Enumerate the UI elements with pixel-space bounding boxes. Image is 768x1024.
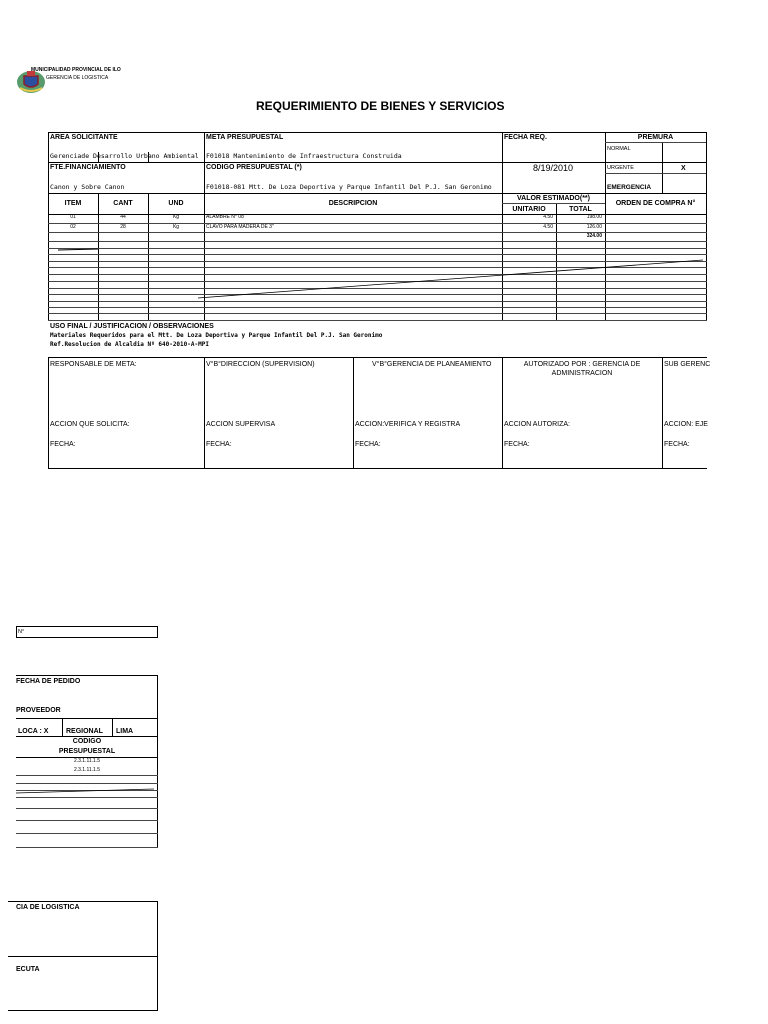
accion-supervisa: ACCION SUPERVISA: [206, 421, 276, 428]
lima: LIMA: [116, 728, 134, 735]
col-unitario: UNITARIO: [512, 206, 546, 213]
accion-solicita: ACCION QUE SOLICITA:: [50, 421, 130, 428]
codigo-value: F01018-081 Mtt. De Loza Deportiva y Parque Infantil Del P.J. San Geronimo: [206, 183, 492, 191]
table-row-rule: [48, 320, 707, 321]
uso-label: USO FINAL / JUSTIFICACION / OBSERVACIONES: [50, 323, 214, 330]
row-item: 01: [70, 214, 76, 220]
row-total: 126.00: [586, 224, 602, 230]
row-unit: 4.50: [543, 214, 553, 220]
numero-label: N°: [18, 629, 25, 635]
fecha-req-label: FECHA REQ.: [504, 134, 547, 141]
lower-row-rule: [16, 783, 158, 784]
logistica-label: CIA DE LOGISTICA: [16, 904, 80, 911]
table-row-rule: [48, 232, 707, 233]
table-row-rule: [48, 307, 707, 308]
sum-total: 324.00: [586, 233, 602, 239]
fecha-solicita: FECHA:: [50, 441, 76, 448]
emergencia-label: EMERGENCIA: [607, 184, 652, 191]
org-subtitle: GERENCIA DE LOGISTICA: [46, 75, 109, 81]
col-cant: CANT: [113, 200, 133, 207]
normal-label: NORMAL: [607, 146, 631, 152]
fecha-req-value: 8/19/2010: [533, 163, 574, 173]
premura-label: PREMURA: [637, 134, 674, 141]
col-total: TOTAL: [569, 206, 592, 213]
table-row-rule: [48, 313, 707, 314]
col-valor: VALOR ESTIMADO(**): [517, 195, 590, 202]
col-item: ITEM: [64, 200, 82, 207]
proveedor: PROVEEDOR: [16, 707, 61, 714]
diagonal-cancel-lines: [48, 240, 708, 300]
row-total: 198.00: [586, 214, 602, 220]
lower-row-rule: [16, 820, 158, 821]
fecha-eje: FECHA:: [664, 441, 690, 448]
fecha-autoriza: FECHA:: [504, 441, 530, 448]
uso-line2: Ref.Resolucion de Alcaldia Nº 640-2010-A-MPI: [50, 341, 209, 348]
row-unit: 4.50: [543, 224, 553, 230]
regional: REGIONAL: [66, 728, 103, 735]
area-value: Gerenciade Desarrollo Urbano Ambiental: [50, 152, 199, 160]
presupuestal-label-lower: PRESUPUESTAL: [58, 748, 116, 755]
codigo-label-lower: CODIGO: [72, 738, 102, 745]
row-cant: 44: [120, 214, 126, 220]
row-und: Kg: [172, 214, 180, 220]
fecha-supervisa: FECHA:: [206, 441, 232, 448]
table-row-rule: [48, 301, 707, 302]
sig-responsable: RESPONSABLE DE META:: [50, 361, 137, 368]
lower-row-rule: [16, 797, 158, 798]
row-cant: 28: [120, 224, 126, 230]
sig-vb-gerencia: V°B°GERENCIA DE PLANEAMIENTO: [372, 361, 492, 368]
row-und: Kg: [172, 224, 180, 230]
uso-line1: Materiales Requeridos para el Mtt. De Loza Deportiva y Parque Infantil Del P.J. San Geronimo: [50, 332, 383, 339]
fecha-pedido: FECHA DE PEDIDO: [16, 678, 81, 685]
accion-eje: ACCION: EJE: [664, 421, 708, 428]
row-item: 02: [70, 224, 76, 230]
lower-row-rule: [16, 833, 158, 834]
area-label: AREA SOLICITANTE: [50, 134, 118, 141]
page-title: REQUERIMIENTO DE BIENES Y SERVICIOS: [256, 99, 505, 113]
lower-diagonal-line: [16, 785, 158, 797]
codigo-label: CODIGO PRESUPUESTAL (*): [206, 164, 302, 171]
col-und: UND: [168, 200, 184, 207]
lower-row-rule: [16, 775, 158, 776]
fecha-verifica: FECHA:: [355, 441, 381, 448]
codigo-row-1: 2.3.1.11.1.5: [73, 758, 101, 764]
row-desc: CLAVO PARA MADERA DE 3": [206, 224, 274, 230]
row-desc: ALAMBRE N° 08: [206, 214, 244, 220]
urgente-mark: X: [681, 165, 686, 172]
col-desc: DESCRIPCION: [328, 200, 378, 207]
urgente-label: URGENTE: [607, 165, 634, 171]
lower-row-rule: [16, 847, 158, 848]
lower-row-rule: [16, 808, 158, 809]
sig-sub-gerencia: SUB GERENC: [664, 361, 711, 368]
loca-x: LOCA : X: [18, 728, 49, 735]
ecuta-label: ECUTA: [16, 966, 40, 973]
sig-vb-direccion: V°B°DIRECCION (SUPERVISION): [206, 361, 315, 368]
meta-value: F01018 Mantenimiento de Infraestructura Construida: [206, 152, 402, 160]
col-orden-compra: ORDEN DE COMPRA N°: [615, 200, 696, 207]
codigo-row-2: 2.3.1.11.1.5: [73, 767, 101, 773]
meta-label: META PRESUPUESTAL: [206, 134, 284, 141]
sig-autorizado: AUTORIZADO POR : GERENCIA DE ADMINISTRACION: [523, 361, 641, 377]
accion-autoriza: ACCION AUTORIZA:: [504, 421, 570, 428]
accion-verifica: ACCION:VERIFICA Y REGISTRA: [355, 421, 461, 428]
org-name: MUNICIPALIDAD PROVINCIAL DE ILO: [31, 67, 121, 73]
fte-value: Canon y Sobre Canon: [50, 183, 125, 191]
fte-label: FTE.FINANCIAMIENTO: [50, 164, 126, 171]
